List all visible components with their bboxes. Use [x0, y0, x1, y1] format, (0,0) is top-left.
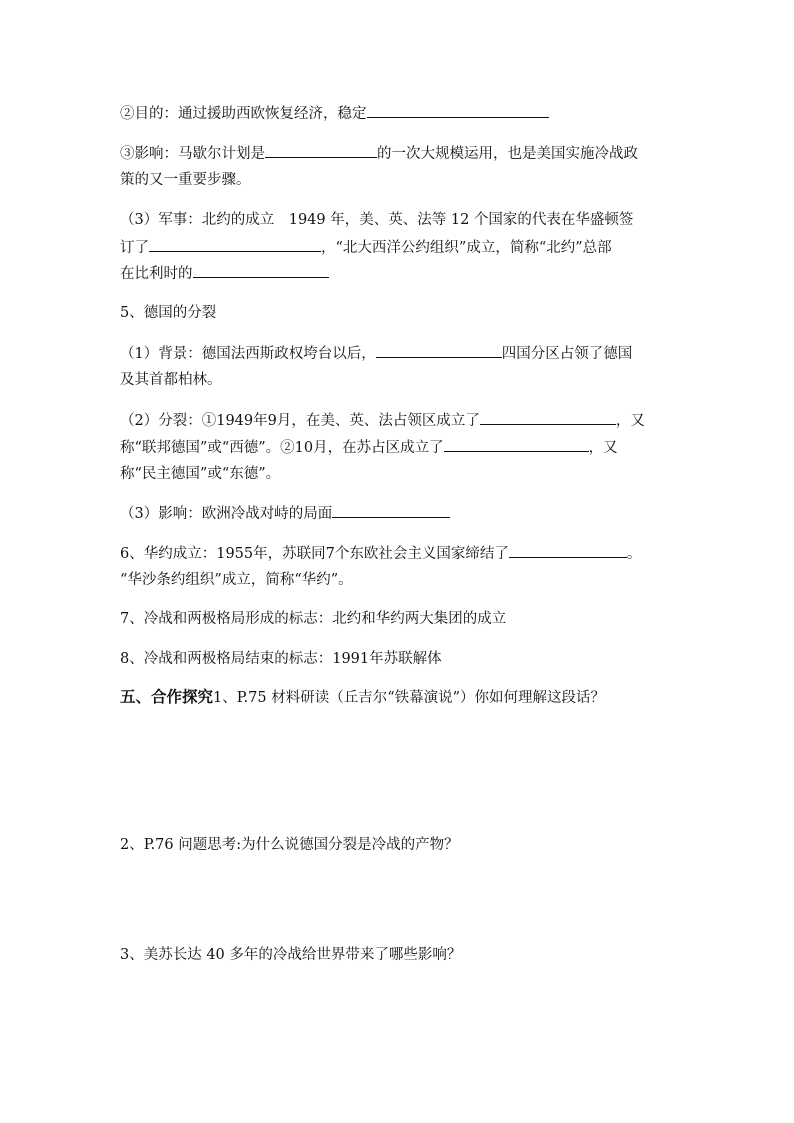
split-text-c: 称“民主德国”或“东德”。 — [120, 466, 281, 482]
military-text-b2: ，“北大西洋公约组织”成立，简称“北约”总部 — [321, 240, 612, 256]
fill-blank[interactable] — [480, 410, 616, 425]
section-7-text: 7、冷战和两极格局形成的标志：北约和华约两大集团的成立 — [120, 611, 507, 627]
question-3-line — [120, 945, 680, 965]
section-8-line — [120, 649, 680, 669]
fill-blank[interactable] — [444, 437, 589, 452]
background-text-a: （1）背景：德国法西斯政权垮台以后， — [120, 346, 376, 362]
split-text-a2: ，又 — [615, 413, 645, 429]
split-text-b1: 称“联邦德国”或“西德”。②10月，在苏占区成立了 — [120, 440, 444, 456]
influence-text-b: 的一次大规模运用，也是美国实施冷战政 — [377, 146, 638, 162]
influence-line-1 — [120, 143, 680, 164]
part-5-heading: 五、合作探究 — [120, 687, 214, 706]
effect-text: （3）影响：欧洲冷战对峙的局面 — [120, 506, 333, 522]
fill-blank[interactable] — [509, 543, 627, 558]
fill-blank[interactable] — [367, 103, 549, 118]
military-line-3 — [120, 263, 680, 284]
question-2-text: 2、P.76 问题思考:为什么说德国分裂是冷战的产物？ — [120, 837, 459, 853]
purpose-line — [120, 103, 680, 124]
split-line-2 — [120, 437, 680, 458]
split-line-3 — [120, 464, 680, 484]
influence-text-c: 策的又一重要步骤。 — [120, 172, 251, 188]
warsaw-text-b: “华沙条约组织”成立，简称“华约”。 — [120, 572, 353, 588]
question-3-text: 3、美苏长达 40 多年的冷战给世界带来了哪些影响？ — [120, 947, 462, 963]
fill-blank[interactable] — [332, 503, 450, 518]
fill-blank[interactable] — [376, 343, 502, 358]
background-line-2 — [120, 370, 680, 390]
purpose-text: ②目的：通过援助西欧恢复经济，稳定 — [120, 106, 367, 122]
section-8-text: 8、冷战和两极格局结束的标志：1991年苏联解体 — [120, 651, 442, 667]
section-7-line — [120, 609, 680, 629]
fill-blank[interactable] — [265, 143, 377, 158]
influence-text-a: ③影响：马歇尔计划是 — [120, 146, 265, 162]
military-text-a: （3）军事：北约的成立 1949 年，美、英、法等 12 个国家的代表在华盛顿签 — [120, 212, 634, 228]
split-text-a1: （2）分裂：①1949年9月，在美、英、法占领区成立了 — [120, 413, 480, 429]
section-5-title — [120, 303, 680, 323]
military-line-1 — [120, 210, 680, 230]
part-5-heading-line — [120, 687, 680, 708]
split-line-1 — [120, 410, 680, 431]
military-line-2 — [120, 237, 680, 258]
question-2-line — [120, 835, 680, 855]
warsaw-text-a2: 。 — [626, 546, 642, 562]
split-text-b2: ，又 — [588, 440, 618, 456]
background-line-1 — [120, 343, 680, 364]
fill-blank[interactable] — [193, 263, 329, 278]
fill-blank[interactable] — [149, 237, 321, 252]
influence-line-2 — [120, 170, 680, 190]
warsaw-text-a1: 6、华约成立：1955年，苏联同7个东欧社会主义国家缔结了 — [120, 546, 509, 562]
military-text-b1: 订了 — [120, 240, 149, 256]
military-text-c: 在比利时的 — [120, 266, 193, 282]
effect-line — [120, 503, 680, 524]
part-5-question-1: 1、P.75 材料研读（丘吉尔“铁幕演说”）你如何理解这段话？ — [213, 690, 606, 706]
warsaw-line-2 — [120, 570, 680, 590]
background-text-b: 四国分区占领了德国 — [501, 346, 633, 362]
section-5-title-text: 5、德国的分裂 — [120, 305, 217, 321]
warsaw-line-1 — [120, 543, 680, 564]
background-text-c: 及其首都柏林。 — [120, 372, 222, 388]
